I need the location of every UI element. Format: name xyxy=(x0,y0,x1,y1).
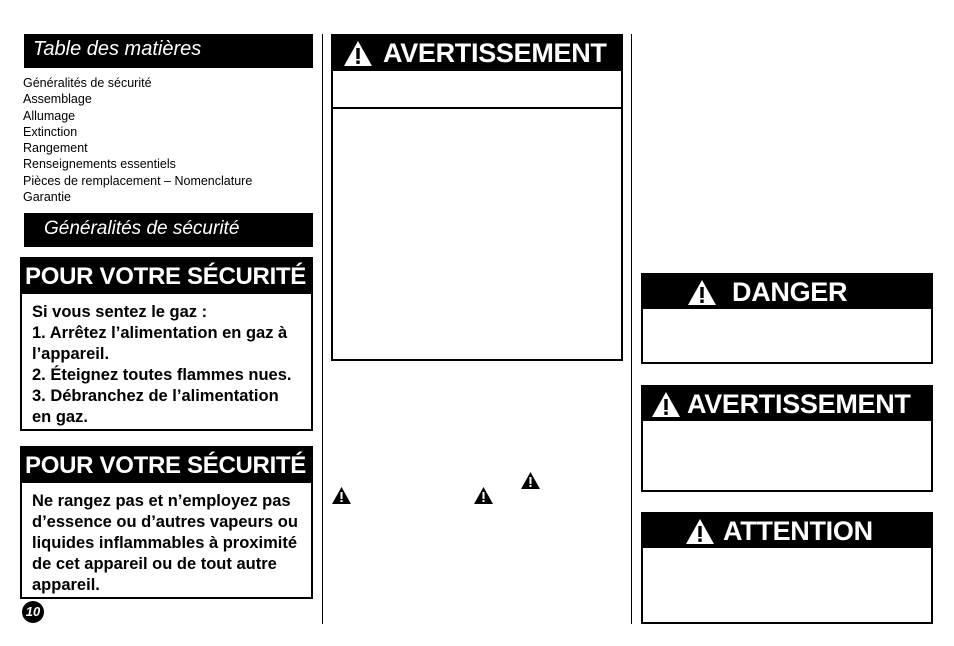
warning-triangle-icon xyxy=(332,487,351,504)
safety-line: liquides inflammables à proximité xyxy=(32,534,297,552)
danger-box xyxy=(641,273,933,364)
warning-triangle-icon xyxy=(343,40,373,67)
column-divider xyxy=(322,34,323,624)
warning-triangle-icon xyxy=(521,472,540,489)
safety-line: de cet appareil ou de tout autre xyxy=(32,555,277,573)
warning-box-middle xyxy=(331,34,623,109)
safety-line: l’appareil. xyxy=(32,345,110,363)
warning-label: AVERTISSEMENT xyxy=(687,388,911,419)
safety-box-flammable xyxy=(20,446,313,599)
toc-item[interactable]: Garantie xyxy=(23,190,71,205)
danger-label: DANGER xyxy=(732,276,848,307)
safety-heading: POUR VOTRE SÉCURITÉ xyxy=(22,448,311,483)
warning-triangle-icon xyxy=(651,391,681,418)
warning-triangle-icon xyxy=(474,487,493,504)
safety-line: appareil. xyxy=(32,576,100,594)
warning-heading xyxy=(643,387,931,421)
safety-line: d’essence ou d’autres vapeurs ou xyxy=(32,513,298,531)
safety-body xyxy=(22,294,311,428)
toc-item[interactable]: Renseignements essentiels xyxy=(23,157,176,172)
toc-item[interactable]: Assemblage xyxy=(23,92,92,107)
warning-heading xyxy=(333,36,621,71)
safety-line: Ne rangez pas et n’employez pas xyxy=(32,492,291,510)
danger-heading xyxy=(643,275,931,309)
safety-line: 1. Arrêtez l’alimentation en gaz à xyxy=(32,324,288,342)
caution-heading xyxy=(643,514,931,548)
section-title: Généralités de sécurité xyxy=(24,213,313,247)
caution-label: ATTENTION xyxy=(723,515,873,546)
safety-line: 3. Débranchez de l’alimentation xyxy=(32,387,279,405)
toc-item[interactable]: Généralités de sécurité xyxy=(23,76,152,90)
safety-line: Si vous sentez le gaz : xyxy=(32,303,208,321)
toc-list xyxy=(23,75,252,205)
safety-line: 2. Éteignez toutes flammes nues. xyxy=(32,366,292,384)
warning-box-right xyxy=(641,385,933,492)
safety-heading: POUR VOTRE SÉCURITÉ xyxy=(22,259,311,294)
safety-line: en gaz. xyxy=(32,408,88,426)
warning-content-box xyxy=(331,107,623,361)
toc-title: Table des matières xyxy=(24,34,313,68)
toc-item[interactable]: Allumage xyxy=(23,108,76,123)
toc-item[interactable]: Rangement xyxy=(23,141,88,156)
toc-item[interactable]: Pièces de remplacement – Nomenclature xyxy=(23,173,253,188)
warning-triangle-icon xyxy=(687,279,717,306)
caution-box xyxy=(641,512,933,624)
column-divider xyxy=(631,34,632,624)
page-number: 10 xyxy=(22,601,44,623)
safety-body xyxy=(22,483,311,596)
safety-box-gas xyxy=(20,257,313,431)
warning-triangle-icon xyxy=(685,518,715,545)
warning-label: AVERTISSEMENT xyxy=(383,38,607,68)
toc-item[interactable]: Extinction xyxy=(23,124,78,139)
